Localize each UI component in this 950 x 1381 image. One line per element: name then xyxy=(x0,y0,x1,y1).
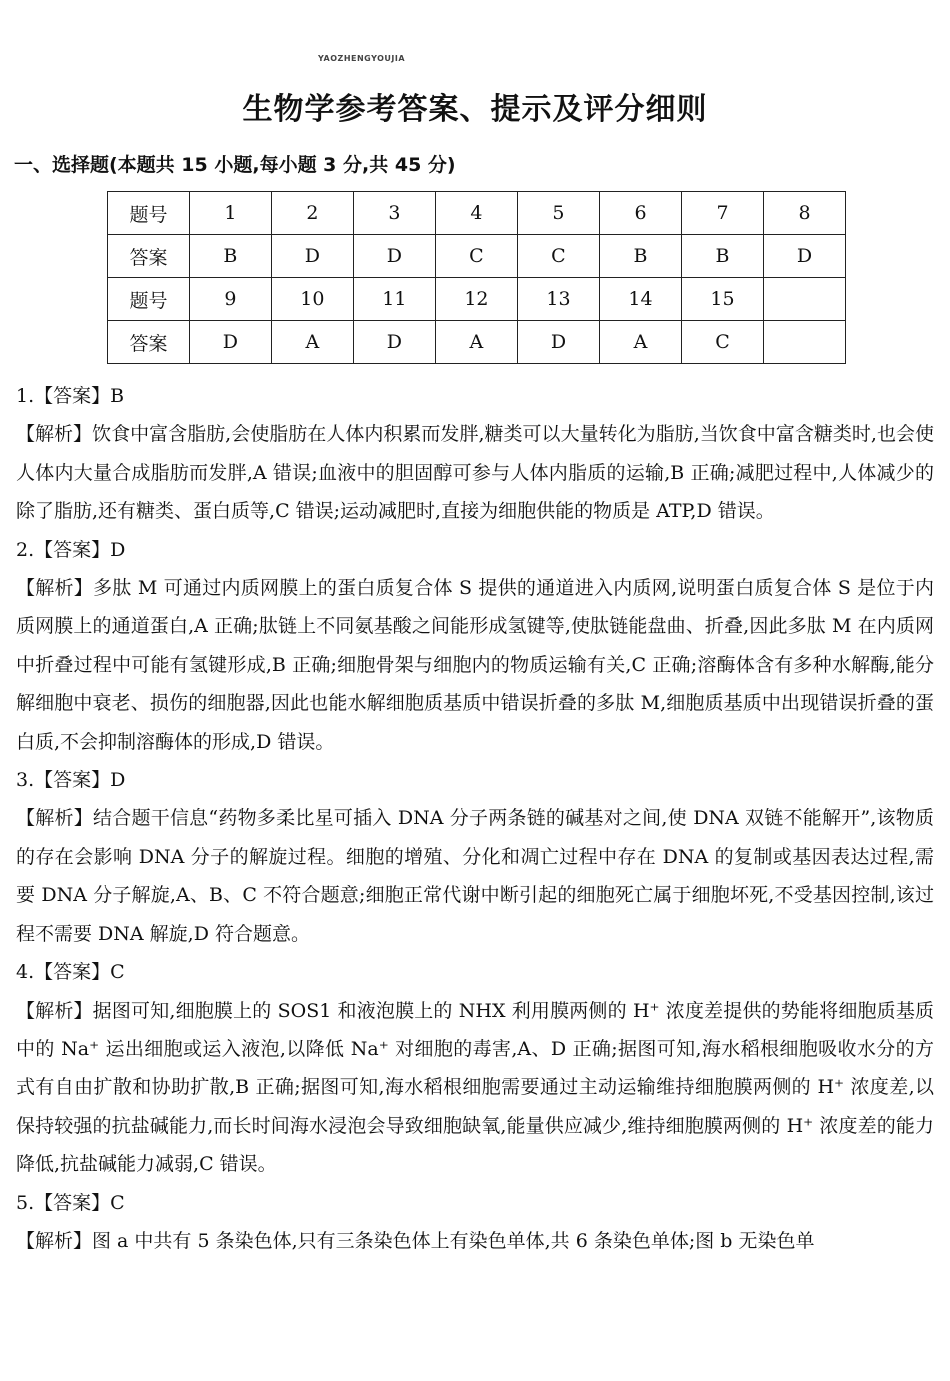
table-cell: D xyxy=(353,235,435,278)
question-answer-heading: 4.【答案】C xyxy=(16,961,125,984)
table-cell xyxy=(764,278,846,321)
table-cell: A xyxy=(435,321,517,364)
table-cell: C xyxy=(435,235,517,278)
table-cell: 12 xyxy=(435,278,517,321)
table-row xyxy=(108,235,846,278)
table-cell: 3 xyxy=(353,192,435,235)
table-row xyxy=(108,321,846,364)
question-answer-heading: 1.【答案】B xyxy=(16,385,125,407)
table-cell: D xyxy=(764,235,846,278)
question-explanation: 【解析】饮食中富含脂肪,会使脂肪在人体内积累而发胖,糖类可以大量转化为脂肪,当饮食中富含糖类时,也会使人体内大量合成脂肪而发胖,A 错误;血液中的胆固醇可参与人体内脂质的运输,B 正确;减肥过程中,人体减少的除了脂肪,还有糖类、蛋白质等,C 错误;运动减肥时,直接为细胞供能的物质是 ATP,D 错误。 xyxy=(16,423,934,523)
table-cell: 15 xyxy=(682,278,764,321)
explanations xyxy=(16,377,934,1260)
table-row-header: 题号 xyxy=(108,278,190,321)
table-cell xyxy=(764,321,846,364)
table-cell: 1 xyxy=(189,192,271,235)
table-cell: 8 xyxy=(764,192,846,235)
table-cell: 7 xyxy=(682,192,764,235)
table-cell: 2 xyxy=(271,192,353,235)
question-explanation: 【解析】图 a 中共有 5 条染色体,只有三条染色体上有染色单体,共 6 条染色单体;图 b 无染色单 xyxy=(16,1229,815,1252)
table-cell: 13 xyxy=(517,278,599,321)
table-row-header: 答案 xyxy=(108,321,190,364)
table-cell: C xyxy=(682,321,764,364)
question-explanation: 【解析】多肽 M 可通过内质网膜上的蛋白质复合体 S 提供的通道进入内质网,说明蛋白质复合体 S 是位于内质网膜上的通道蛋白,A 正确;肽链上不同氨基酸之间能形成氢键等,使肽链能盘曲、折叠,因此多肽 M 在内质网中折叠过程中可能有氢键形成,B 正确;细胞骨架与细胞内的物质运输有关,C 正确;溶酶体含有多种水解酶,能分解细胞中衰老、损伤的细胞器,因此也能水解细胞质基质中错误折叠的多肽 M,细胞质基质中出现错误折叠的蛋白质,不会抑制溶酶体的形成,D 错误。 xyxy=(16,577,934,753)
table-cell: 10 xyxy=(271,278,353,321)
table-cell: 14 xyxy=(599,278,681,321)
table-cell: 6 xyxy=(599,192,681,235)
table-row xyxy=(108,278,846,321)
question-explanation: 【解析】结合题干信息“药物多柔比星可插入 DNA 分子两条链的碱基对之间,使 DNA 双链不能解开”,该物质的存在会影响 DNA 分子的解旋过程。细胞的增殖、分化和凋亡过程中存在 DNA 的复制或基因表达过程,需要 DNA 分子解旋,A、B、C 不符合题意;细胞正常代谢中断引起的细胞死亡属于细胞坏死,不受基因控制,该过程不需要 DNA 解旋,D 符合题意。 xyxy=(16,807,934,945)
table-cell: A xyxy=(599,321,681,364)
table-row-header: 题号 xyxy=(108,192,190,235)
question-answer-heading: 2.【答案】D xyxy=(16,538,126,561)
table-cell: D xyxy=(189,321,271,364)
table-cell: D xyxy=(353,321,435,364)
table-cell: B xyxy=(682,235,764,278)
table-cell: 9 xyxy=(189,278,271,321)
table-cell: 5 xyxy=(517,192,599,235)
watermark-text: YAOZHENGYOUJIA xyxy=(318,54,406,63)
answer-table xyxy=(107,191,846,364)
table-row-header: 答案 xyxy=(108,235,190,278)
table-cell: B xyxy=(189,235,271,278)
question-answer-heading: 3.【答案】D xyxy=(16,769,126,792)
section-heading: 一、选择题(本题共 15 小题,每小题 3 分,共 45 分) xyxy=(14,154,456,176)
table-cell: A xyxy=(271,321,353,364)
question-answer-heading: 5.【答案】C xyxy=(16,1191,125,1214)
table-cell: B xyxy=(599,235,681,278)
table-cell: D xyxy=(271,235,353,278)
table-row xyxy=(108,192,846,235)
table-cell: C xyxy=(517,235,599,278)
table-cell: 4 xyxy=(435,192,517,235)
table-cell: D xyxy=(517,321,599,364)
question-explanation: 【解析】据图可知,细胞膜上的 SOS1 和液泡膜上的 NHX 利用膜两侧的 H⁺ 浓度差提供的势能将细胞质基质中的 Na⁺ 运出细胞或运入液泡,以降低 Na⁺ 对细胞的毒害,A、D 正确;据图可知,海水稻根细胞吸收水分的方式有自由扩散和协助扩散,B 正确;据图可知,海水稻根细胞需要通过主动运输维持细胞膜两侧的 H⁺ 浓度差,以保持较强的抗盐碱能力,而长时间海水浸泡会导致细胞缺氧,能量供应减少,维持细胞膜两侧的 H⁺ 浓度差的能力降低,抗盐碱能力减弱,C 错误。 xyxy=(16,999,934,1176)
page-title: 生物学参考答案、提示及评分细则 xyxy=(242,92,708,127)
table-cell: 11 xyxy=(353,278,435,321)
